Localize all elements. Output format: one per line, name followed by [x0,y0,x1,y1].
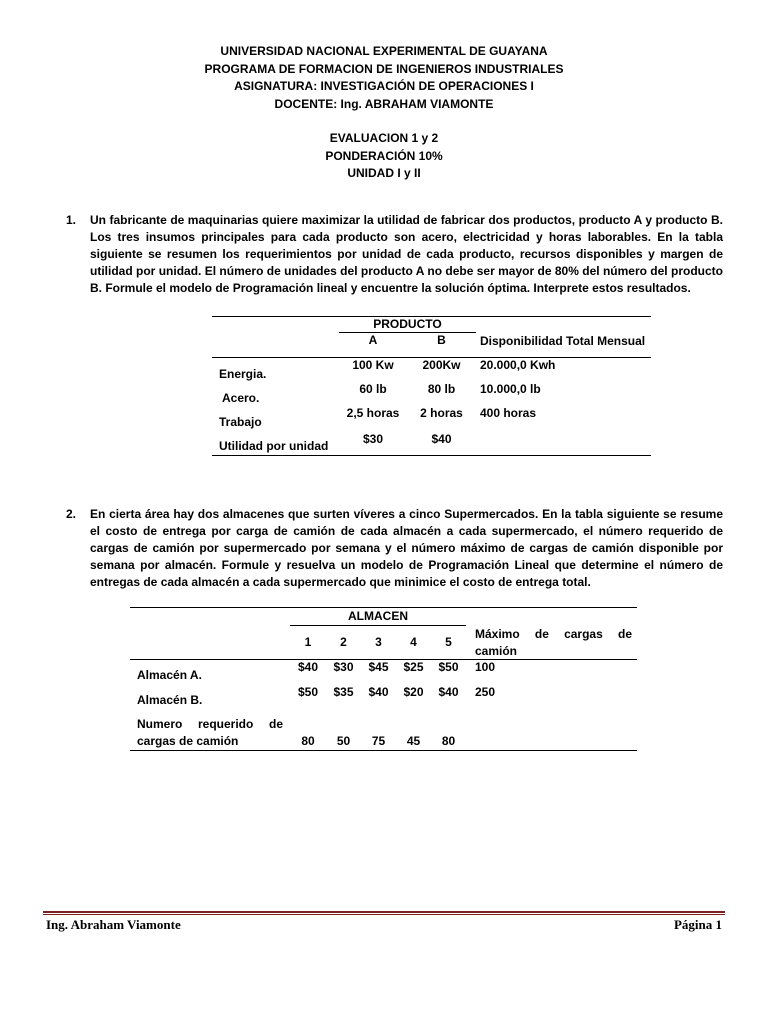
cost-cell: $40 [438,685,459,699]
row-label: Almacén B. [137,693,203,707]
footer-rule [43,911,725,913]
table-rule [212,455,651,456]
teacher-name: DOCENTE: Ing. ABRAHAM VIAMONTE [274,96,494,111]
cost-cell: $45 [368,660,389,674]
cell-a: $30 [362,432,384,446]
warehouse-group-header: ALMACEN [348,609,408,623]
evaluation-weight: PONDERACIÓN 10% [325,148,443,163]
max-cell: 250 [475,685,496,699]
cell-a: 100 Kw [352,358,394,372]
cost-cell: $30 [333,660,354,674]
cell-a: 60 lb [359,382,387,396]
university-name: UNIVERSIDAD NACIONAL EXPERIMENTAL DE GUAYANA [220,44,548,58]
col-header-4: 4 [410,635,417,649]
row-label: Energia. [219,367,267,381]
table-rule [290,625,466,626]
cost-cell: $40 [297,660,319,674]
evaluation-units: UNIDAD I y II [347,166,421,180]
cost-cell: $50 [438,660,459,674]
required-cell: 75 [371,734,386,748]
cell-total: 400 horas [480,406,537,420]
product-group-header: PRODUCTO [373,317,442,331]
cost-cell: $40 [368,685,389,699]
col-header-5: 5 [445,635,452,649]
row-label: Utilidad por unidad [219,439,329,453]
cost-cell: $25 [403,660,424,674]
cost-cell: $50 [297,685,319,699]
table-rule [130,750,637,751]
question-2-text: En cierta área hay dos almacenes que surten víveres a cinco Supermercados. En la tabla siguiente se resume el costo de entrega por carga de camión de cada almacén a cada supermercado, el número requerido de cargas de camión por supermercado por semana y el número máximo de cargas de camión disponible por semana por almacén. Formule y resuelva un modelo de Programación Lineal que determine el número de entregas de cada almacén a cada supermercado que minimice el costo de entrega total. [90,507,723,589]
question-1-number: 1. [66,213,77,227]
col-total-header: Disponibilidad Total Mensual [480,334,646,348]
required-loads-label: Numero requerido de cargas de camión [137,717,283,748]
cost-cell: $20 [403,685,424,699]
cell-total: 20.000,0 Kwh [480,358,556,372]
col-a-header: A [368,333,378,347]
evaluation-title: EVALUACION 1 y 2 [329,131,439,145]
col-header-3: 3 [375,635,382,649]
row-label: Almacén A. [137,668,202,682]
warehouse-table [130,607,637,753]
col-header-2: 2 [340,635,347,649]
row-label: Acero. [222,391,260,405]
cell-b: 80 lb [427,382,456,396]
max-loads-header: Máximo de cargas de camión [475,627,632,658]
evaluation-info [0,130,768,183]
row-label: Trabajo [219,415,262,429]
product-table [212,316,651,458]
cell-b: 200Kw [422,358,461,372]
course-name: ASIGNATURA: INVESTIGACIÓN DE OPERACIONES I [234,79,534,93]
footer-page-number: Página 1 [673,917,722,932]
table-rule [130,607,637,608]
cost-cell: $35 [333,685,354,699]
col-b-header: B [437,333,446,347]
required-cell: 50 [336,734,351,748]
required-cell: 45 [406,734,421,748]
footer-rule [43,914,725,915]
program-name: PROGRAMA DE FORMACION DE INGENIEROS INDUSTRIALES [204,61,564,76]
document-header [0,43,768,113]
cell-total: 10.000,0 lb [480,382,541,396]
footer-author: Ing. Abraham Viamonte [46,917,181,932]
cell-b: $40 [431,432,452,446]
cell-a: 2,5 horas [346,406,400,420]
question-1-text: Un fabricante de maquinarias quiere maximizar la utilidad de fabricar dos productos, producto A y producto B. Los tres insumos principales para cada producto son acero, electricidad y horas laborables. En la tabla siguiente se resumen los requerimientos por unidad de cada producto, recursos disponibles y margen de utilidad por unidad. El número de unidades del producto A no debe ser mayor de 80% del número del producto B. Formule el modelo de Programación lineal y encuentre la solución óptima. Interprete estos resultados. [90,213,723,295]
required-cell: 80 [301,734,315,748]
question-2-number: 2. [66,507,77,521]
required-cell: 80 [441,734,456,748]
max-cell: 100 [475,660,496,674]
cell-b: 2 horas [420,406,463,420]
col-header-1: 1 [304,635,312,649]
